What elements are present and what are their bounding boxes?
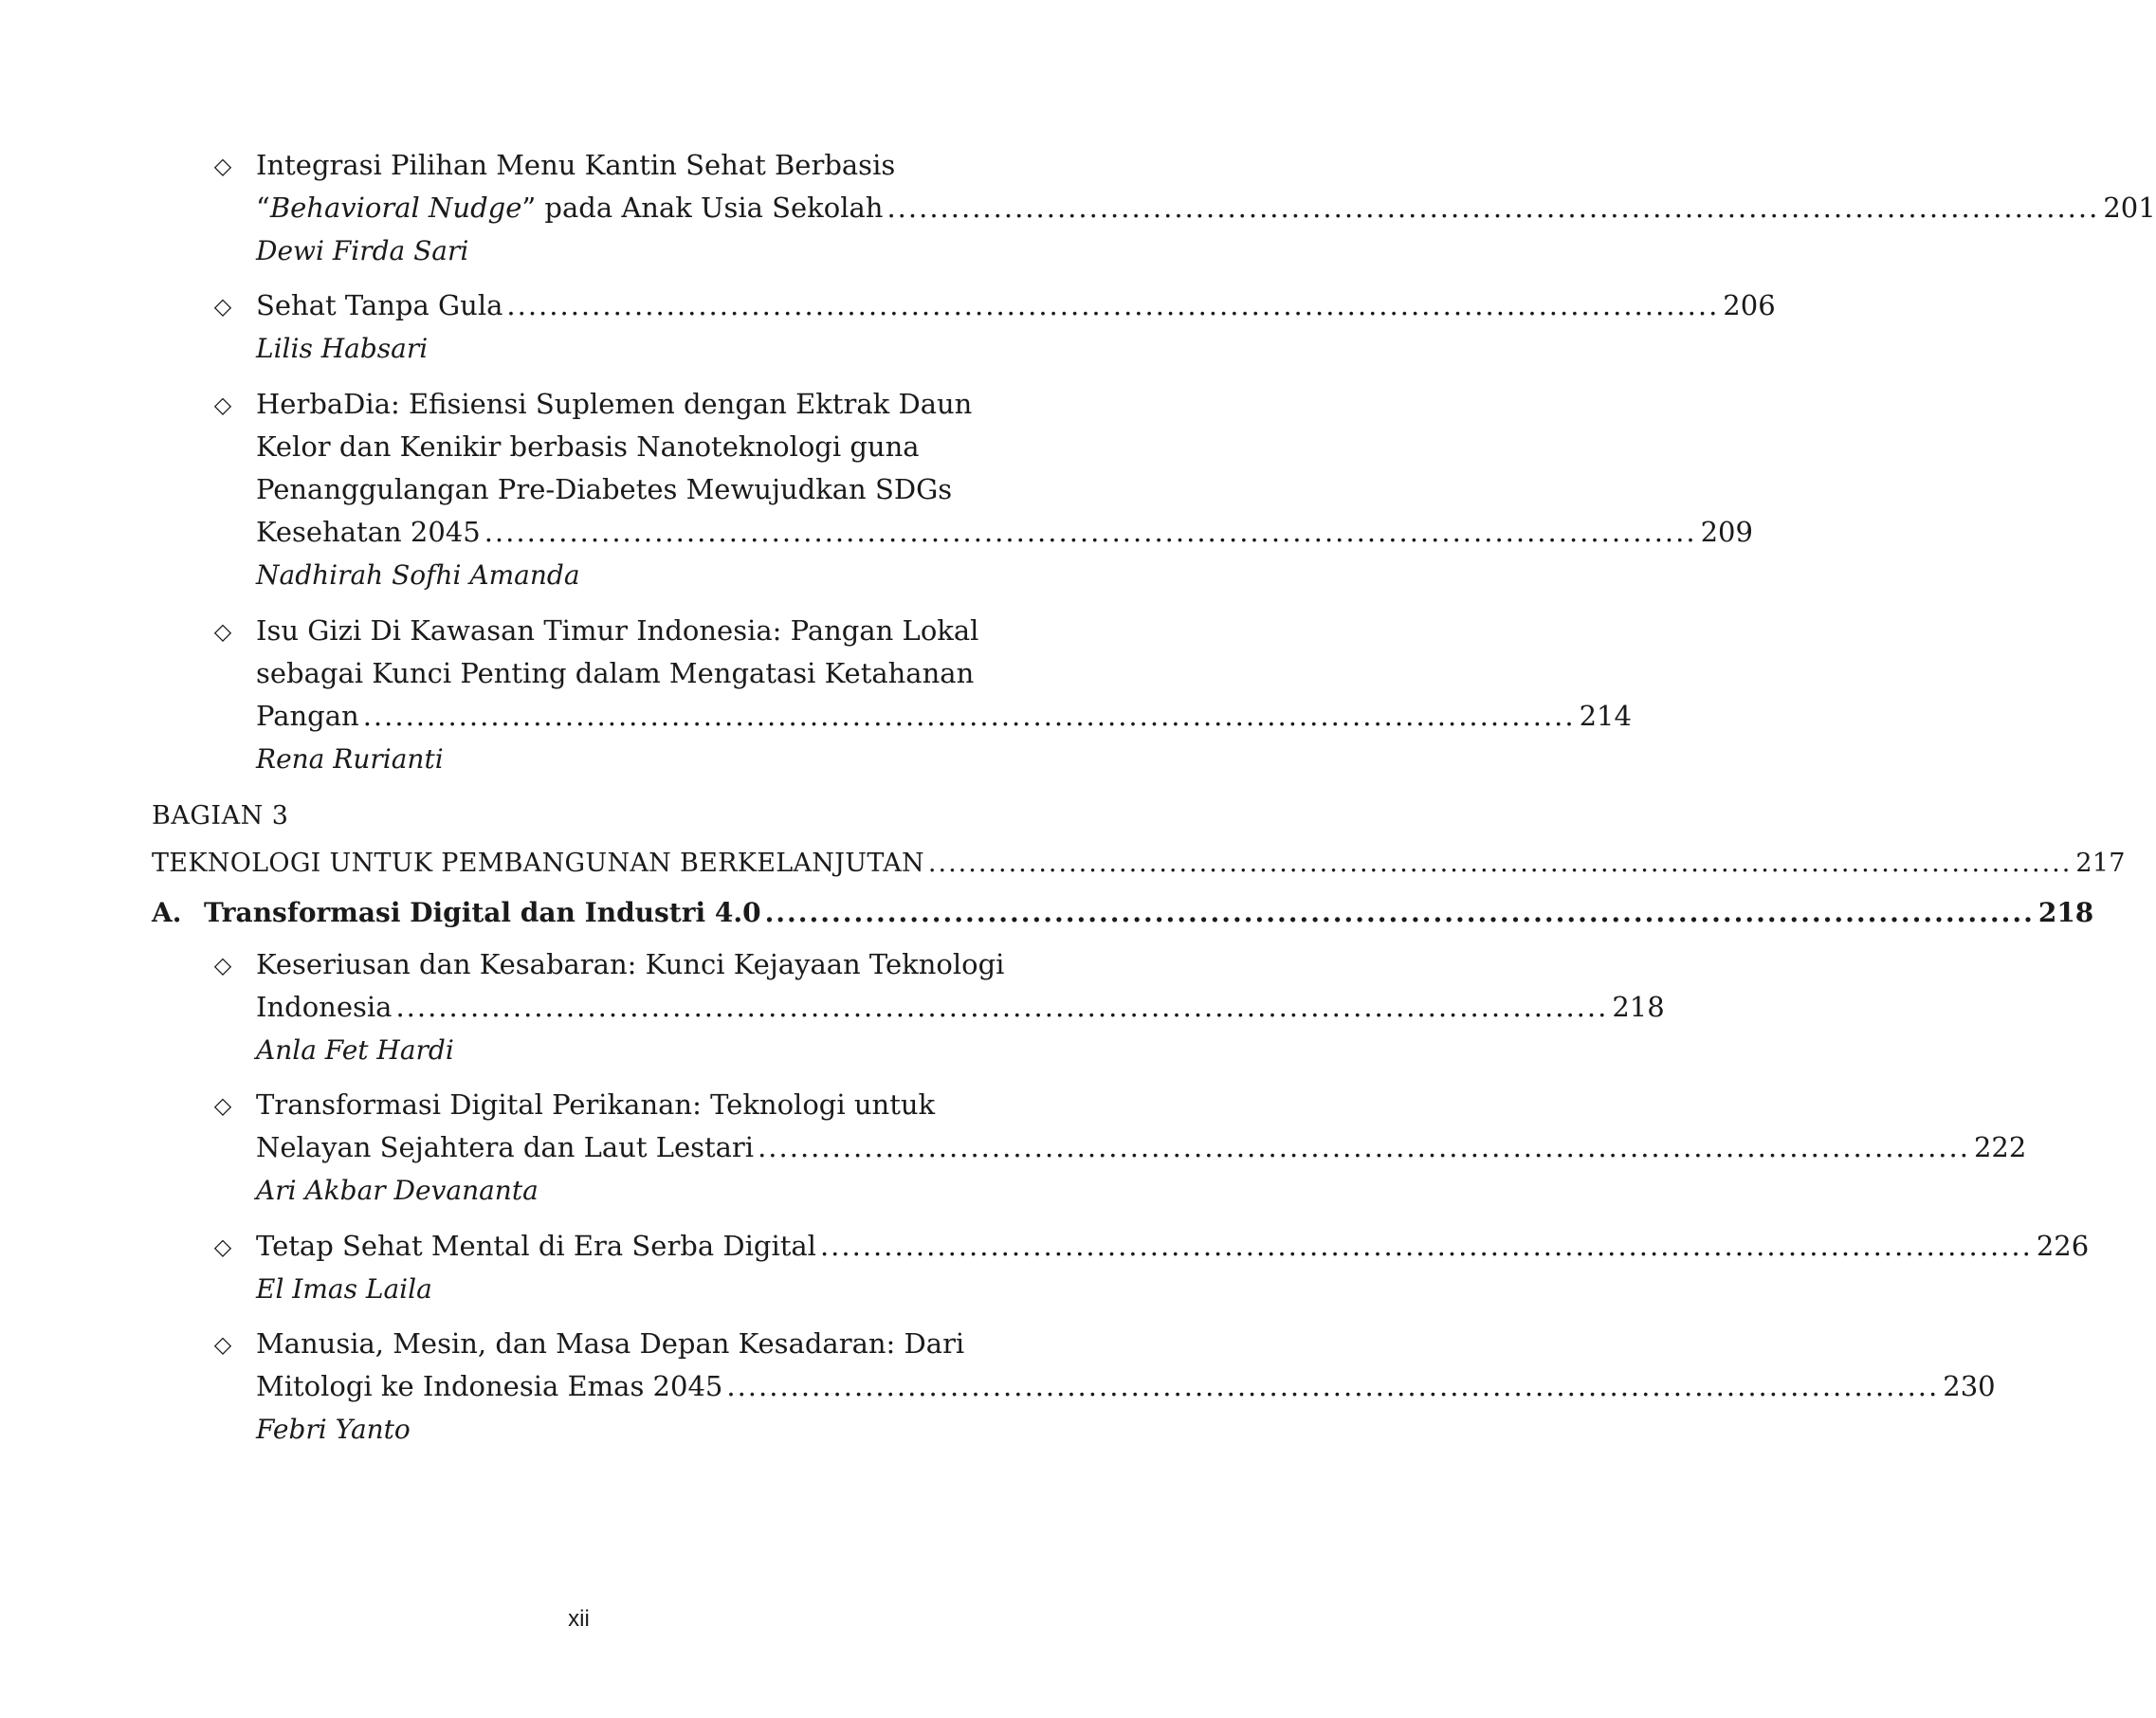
dot-leader: .................................................................................................................. — [764, 897, 2035, 928]
subsection-letter: A. — [152, 897, 182, 928]
dot-leader: .................................................................................................................. — [819, 1230, 2033, 1262]
entry-title-line: HerbaDia: Efisiensi Suplemen dengan Ektrak Daun — [256, 388, 973, 420]
diamond-bullet-icon: ◇ — [213, 952, 232, 978]
page-number: 222 — [1973, 1131, 2027, 1163]
entry-title-text: Tetap Sehat Mental di Era Serba Digital — [256, 1230, 816, 1262]
diamond-bullet-icon: ◇ — [213, 293, 232, 320]
diamond-bullet-icon: ◇ — [213, 392, 232, 418]
entry-title-text: Nelayan Sejahtera dan Laut Lestari — [256, 1131, 755, 1163]
entry-title-last-line — [256, 284, 1776, 327]
dot-leader: .................................................................................................................. — [726, 1370, 1940, 1402]
page-number: 230 — [1943, 1370, 1996, 1402]
entry-title-text: Mitologi ke Indonesia Emas 2045 — [256, 1370, 723, 1402]
subsection-heading[interactable] — [152, 891, 2094, 934]
subsection-line — [204, 891, 2094, 934]
page-number: 214 — [1579, 700, 1632, 732]
diamond-bullet-icon: ◇ — [213, 153, 232, 179]
page-number: 217 — [2075, 849, 2126, 878]
entry-author: Dewi Firda Sari — [256, 235, 469, 266]
entry-author: Anla Fet Hardi — [256, 1034, 454, 1066]
entry-title-line: Keseriusan dan Kesabaran: Kunci Kejayaan Teknologi — [256, 948, 1005, 980]
diamond-bullet-icon: ◇ — [213, 1331, 232, 1358]
entry-author: Ari Akbar Devananta — [256, 1175, 539, 1206]
entry-title-line: Manusia, Mesin, dan Masa Depan Kesadaran: Dari — [256, 1327, 965, 1360]
entry-title-last-line — [256, 1365, 1996, 1408]
entry-title-line: sebagai Kunci Penting dalam Mengatasi Ketahanan — [256, 657, 975, 689]
diamond-bullet-icon: ◇ — [213, 1092, 232, 1119]
entry-author: Nadhirah Sofhi Amanda — [256, 559, 580, 591]
entry-title-text: Sehat Tanpa Gula — [256, 289, 503, 321]
page-number: 209 — [1700, 516, 1753, 548]
entry-title-line: Integrasi Pilihan Menu Kantin Sehat Berbasis — [256, 149, 896, 181]
section-title-text: TEKNOLOGI UNTUK PEMBANGUNAN BERKELANJUTAN — [152, 849, 924, 878]
entry-title-line: Penanggulangan Pre-Diabetes Mewujudkan SDGs — [256, 473, 953, 505]
entry-title-text: Kesehatan 2045 — [256, 516, 481, 548]
entry-title-text: Indonesia — [256, 991, 393, 1023]
page-number: 218 — [1612, 991, 1665, 1023]
entry-author: Lilis Habsari — [256, 333, 429, 364]
dot-leader: .................................................................................................................. — [886, 192, 2100, 224]
page-number: 206 — [1723, 289, 1776, 321]
diamond-bullet-icon: ◇ — [213, 1234, 232, 1260]
dot-leader: .................................................................................................................. — [758, 1131, 1970, 1163]
entry-title-last-line — [256, 1225, 2090, 1268]
entry-title-line: Kelor dan Kenikir berbasis Nanoteknologi guna — [256, 430, 920, 463]
entry-title-text: “Behavioral Nudge” pada Anak Usia Sekolah — [256, 192, 884, 224]
entry-title-last-line — [256, 986, 1665, 1029]
entry-title-last-line — [256, 695, 1632, 738]
entry-title-line: Transformasi Digital Perikanan: Teknologi untuk — [256, 1088, 936, 1121]
dot-leader: .................................................................................................................. — [362, 700, 1576, 732]
entry-title-text: Pangan — [256, 700, 359, 732]
page-number: 218 — [2037, 897, 2094, 928]
diamond-bullet-icon: ◇ — [213, 618, 232, 645]
entry-author: Rena Rurianti — [256, 743, 444, 775]
entry-author: Febri Yanto — [256, 1414, 411, 1445]
dot-leader: .................................................................................................................. — [927, 849, 2073, 878]
dot-leader: .................................................................................................................. — [395, 991, 1609, 1023]
dot-leader: .................................................................................................................. — [506, 289, 1720, 321]
entry-author: El Imas Laila — [256, 1273, 432, 1305]
entry-title-last-line — [256, 511, 1753, 554]
entry-title-line: Isu Gizi Di Kawasan Timur Indonesia: Pangan Lokal — [256, 614, 979, 647]
page-number: 226 — [2036, 1230, 2090, 1262]
entry-title-last-line — [256, 187, 2156, 229]
page-number: 201 — [2103, 192, 2156, 224]
subsection-title: Transformasi Digital dan Industri 4.0 — [204, 897, 761, 928]
entry-title-last-line — [256, 1126, 2027, 1169]
section-label: BAGIAN 3 — [152, 801, 289, 831]
dot-leader: .................................................................................................................. — [484, 516, 1697, 548]
section-title[interactable] — [152, 842, 2126, 885]
footer-page-number: xii — [568, 1606, 590, 1632]
